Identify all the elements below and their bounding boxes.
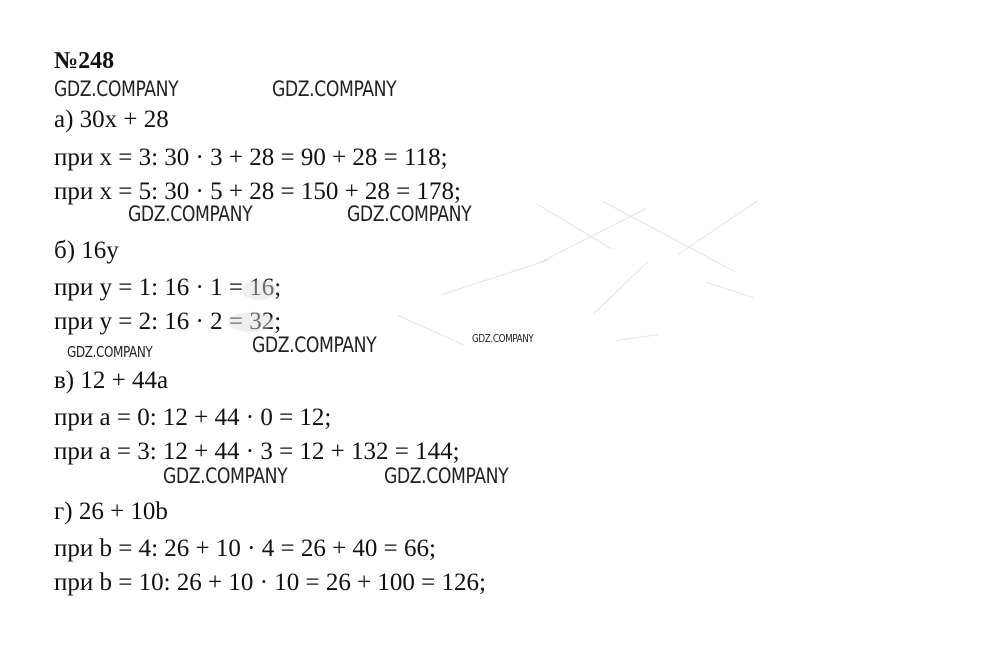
part-a-expression: а) 30x + 28 xyxy=(54,106,169,133)
part-b-calculation-1: при y = 1: 16 · 1 = 16; xyxy=(54,274,282,301)
scan-artifact xyxy=(398,315,464,345)
scan-artifact xyxy=(616,334,659,341)
part-a-calculation-1: при x = 3: 30 · 3 + 28 = 90 + 28 = 118; xyxy=(54,144,448,171)
part-v-calculation-1: при a = 0: 12 + 44 · 0 = 12; xyxy=(54,404,332,431)
watermark: GDZ.COMPANY xyxy=(384,464,509,488)
part-g-calculation-2: при b = 10: 26 + 10 · 10 = 26 + 100 = 126; xyxy=(54,569,486,596)
part-g-calculation-1: при b = 4: 26 + 10 · 4 = 26 + 40 = 66; xyxy=(54,535,436,562)
part-v-expression: в) 12 + 44a xyxy=(54,367,169,394)
task-number: №248 xyxy=(54,48,115,74)
scan-artifact xyxy=(678,200,758,255)
watermark: GDZ.COMPANY xyxy=(252,333,377,357)
scan-artifact xyxy=(593,261,649,315)
scan-smudge xyxy=(228,312,274,332)
watermark: GDZ.COMPANY xyxy=(472,332,534,345)
scan-artifact xyxy=(707,282,755,298)
part-b-expression: б) 16y xyxy=(54,237,119,264)
watermark: GDZ.COMPANY xyxy=(128,202,253,226)
part-a-calculation-2: при x = 5: 30 · 5 + 28 = 150 + 28 = 178; xyxy=(54,178,461,205)
scan-artifact xyxy=(442,259,549,295)
scan-artifact xyxy=(603,201,736,272)
part-v-calculation-2: при a = 3: 12 + 44 · 3 = 12 + 132 = 144; xyxy=(54,438,460,465)
watermark: GDZ.COMPANY xyxy=(347,202,472,226)
part-g-expression: г) 26 + 10b xyxy=(54,498,168,525)
watermark: GDZ.COMPANY xyxy=(163,464,288,488)
part-b-calculation-2: при y = 2: 16 · 2 = 32; xyxy=(54,308,282,335)
watermark: GDZ.COMPANY xyxy=(67,343,153,361)
scan-artifact xyxy=(536,203,612,249)
scan-smudge xyxy=(242,280,276,300)
watermark: GDZ.COMPANY xyxy=(272,77,397,101)
watermark: GDZ.COMPANY xyxy=(54,77,179,101)
